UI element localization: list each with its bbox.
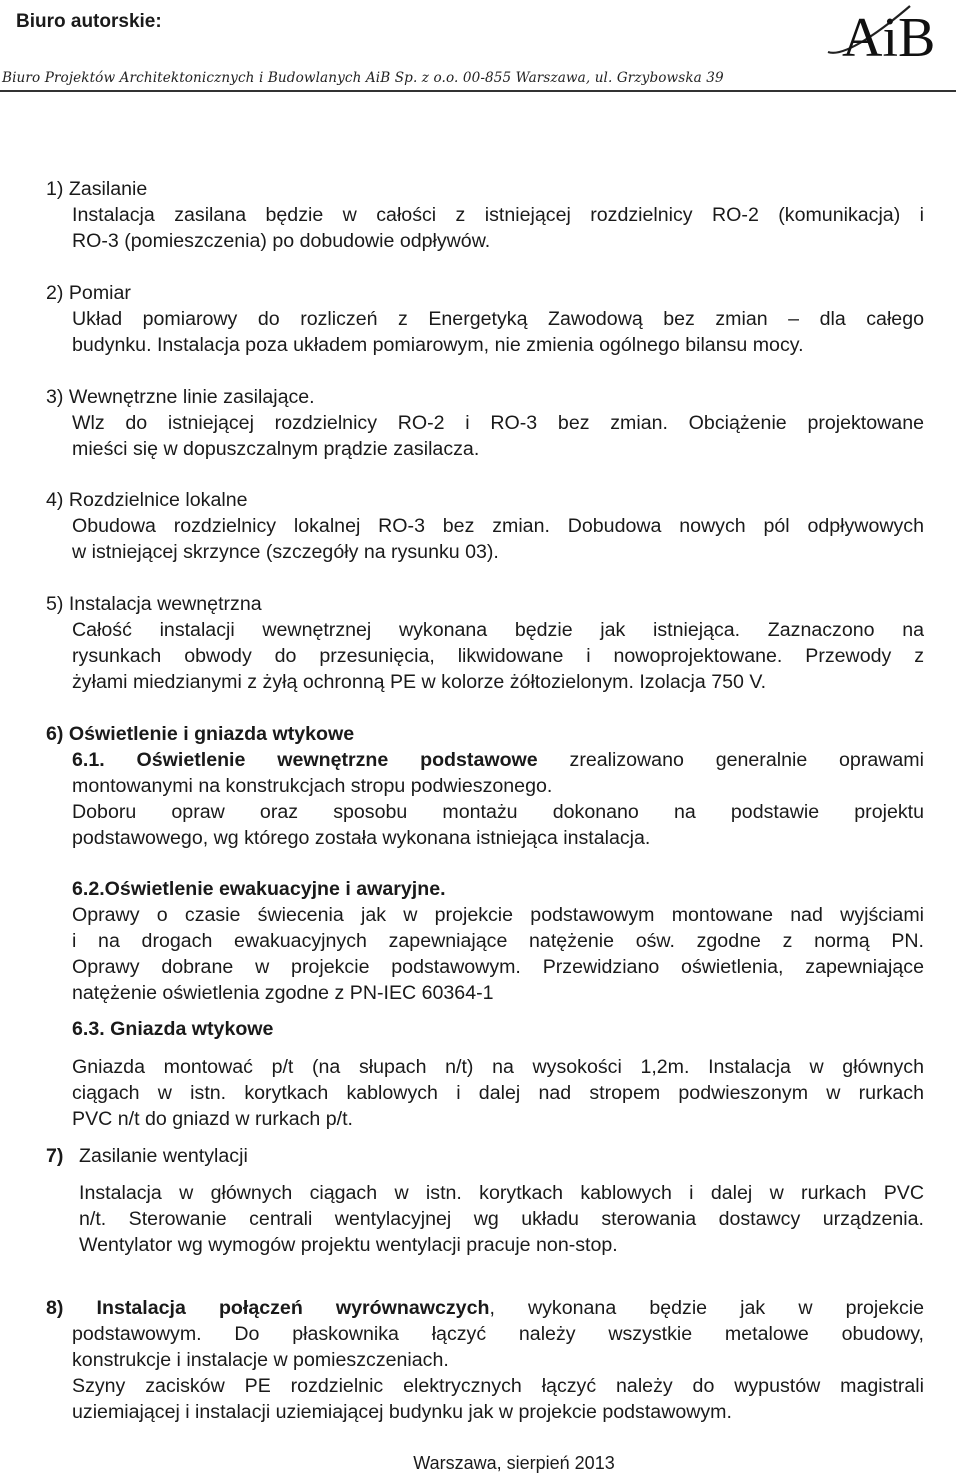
section-6-1-line-1 bbox=[72, 747, 924, 773]
footer-place-date: Warszawa, sierpień 2013 bbox=[413, 1453, 615, 1473]
section-6-title: 6) Oświetlenie i gniazda wtykowe bbox=[46, 723, 355, 745]
section-6-1-line-4: podstawowego, wg którego została wykonana istniejąca instalacja. bbox=[72, 827, 651, 849]
section-5-title: 5) Instalacja wewnętrzna bbox=[46, 593, 262, 615]
section-1-line-2: RO-3 (pomieszczenia) po dobudowie odpływów. bbox=[72, 230, 491, 252]
section-7-line-1: Instalacja w głównych ciągach w istn. korytkach kablowych i dalej w rurkach PVC bbox=[79, 1182, 924, 1204]
section-6-3-line-3: PVC n/t do gniazd w rurkach p/t. bbox=[72, 1108, 353, 1130]
section-3-line-1: Wlz do istniejącej rozdzielnicy RO-2 i RO-3 bez zmian. Obciążenie projektowane bbox=[72, 412, 924, 434]
section-1-line-1: Instalacja zasilana będzie w całości z istniejącej rozdzielnicy RO-2 (komunikacja) i bbox=[72, 204, 924, 226]
logo-text: AiB bbox=[842, 7, 936, 69]
section-2-line-1: Układ pomiarowy do rozliczeń z Energetyką Zawodową bez zmian – dla całego bbox=[72, 308, 924, 330]
section-6-2-line-4: natężenie oświetlenia zgodne z PN-IEC 60364-1 bbox=[72, 982, 494, 1004]
section-8-title: 8) Instalacja połączeń wyrównawczych bbox=[46, 1297, 490, 1319]
section-4-line-1: Obudowa rozdzielnicy lokalnej RO-3 bez zmian. Dobudowa nowych pól odpływowych bbox=[72, 515, 924, 537]
section-7-title: Zasilanie wentylacji bbox=[79, 1145, 248, 1167]
section-2-title: 2) Pomiar bbox=[46, 282, 131, 304]
section-5-line-1: Całość instalacji wewnętrznej wykonana będzie jak istniejąca. Zaznaczono na bbox=[72, 619, 924, 641]
section-8-line-4: Szyny zacisków PE rozdzielnic elektrycznych łączyć należy do wypustów magistrali bbox=[72, 1375, 924, 1397]
section-8-line-3: konstrukcje i instalacje w pomieszczeniach. bbox=[72, 1349, 449, 1371]
section-6-1-line-1-rest: zrealizowano generalnie oprawami bbox=[569, 749, 924, 771]
section-4-line-2: w istniejącej skrzynce (szczegóły na rysunku 03). bbox=[72, 541, 499, 563]
section-6-3-line-1: Gniazda montować p/t (na słupach n/t) na wysokości 1,2m. Instalacja w głównych bbox=[72, 1056, 924, 1078]
header-divider bbox=[0, 90, 956, 92]
section-6-3-line-2: ciągach w istn. korytkach kablowych i dalej nad stropem podwieszonym w rurkach bbox=[72, 1082, 924, 1104]
company-address-line: Biuro Projektów Architektonicznych i Budowlanych AiB Sp. z o.o. 00-855 Warszawa, ul. Grzybowska 39 bbox=[2, 70, 724, 86]
section-4-title: 4) Rozdzielnice lokalne bbox=[46, 489, 248, 511]
section-5-line-2: rysunkach obwody do przesunięcia, likwidowane i nowoprojektowane. Przewody z bbox=[72, 645, 924, 667]
section-3-title: 3) Wewnętrzne linie zasilające. bbox=[46, 386, 315, 408]
aib-logo bbox=[822, 0, 957, 70]
section-6-3-title: 6.3. Gniazda wtykowe bbox=[72, 1018, 274, 1040]
section-6-2-title: 6.2.Oświetlenie ewakuacyjne i awaryjne. bbox=[72, 878, 446, 900]
section-7-line-2: n/t. Sterowanie centrali wentylacyjnej wg układu sterowania dostawcy urządzenia. bbox=[79, 1208, 924, 1230]
section-8-line-1-rest: , wykonana będzie jak w projekcie bbox=[489, 1297, 924, 1319]
section-6-2-line-2: i na drogach ewakuacyjnych zapewniające natężenie ośw. zgodne z normą PN. bbox=[72, 930, 924, 952]
section-7-number: 7) bbox=[46, 1145, 64, 1167]
header-label: Biuro autorskie: bbox=[16, 11, 162, 32]
section-2-line-2: budynku. Instalacja poza układem pomiarowym, nie zmienia ogólnego bilansu mocy. bbox=[72, 334, 804, 356]
section-7-line-3: Wentylator wg wymogów projektu wentylacji pracuje non-stop. bbox=[79, 1234, 618, 1256]
section-8-line-1 bbox=[46, 1295, 924, 1321]
section-8-line-2: podstawowym. Do płaskownika łączyć należy wszystkie metalowe obudowy, bbox=[72, 1323, 924, 1345]
section-5-line-3: żyłami miedzianymi z żyłą ochronną PE w kolorze żółtozielonym. Izolacja 750 V. bbox=[72, 671, 767, 693]
section-1-title: 1) Zasilanie bbox=[46, 178, 148, 200]
section-8-line-5: uziemiającej i instalacji uziemiającej budynku jak w projekcie podstawowym. bbox=[72, 1401, 732, 1423]
section-6-2-line-3: Oprawy dobrane w projekcie podstawowym. Przewidziano oświetlenia, zapewniające bbox=[72, 956, 924, 978]
section-6-1-line-2: montowanymi na konstrukcjach stropu podwieszonego. bbox=[72, 775, 553, 797]
section-6-1-title: 6.1. Oświetlenie wewnętrzne podstawowe bbox=[72, 749, 538, 771]
section-6-2-line-1: Oprawy o czasie świecenia jak w projekcie podstawowym montowane nad wyjściami bbox=[72, 904, 924, 926]
section-3-line-2: mieści się w dopuszczalnym prądzie zasilacza. bbox=[72, 438, 480, 460]
section-6-1-line-3: Doboru opraw oraz sposobu montażu dokonano na podstawie projektu bbox=[72, 801, 924, 823]
